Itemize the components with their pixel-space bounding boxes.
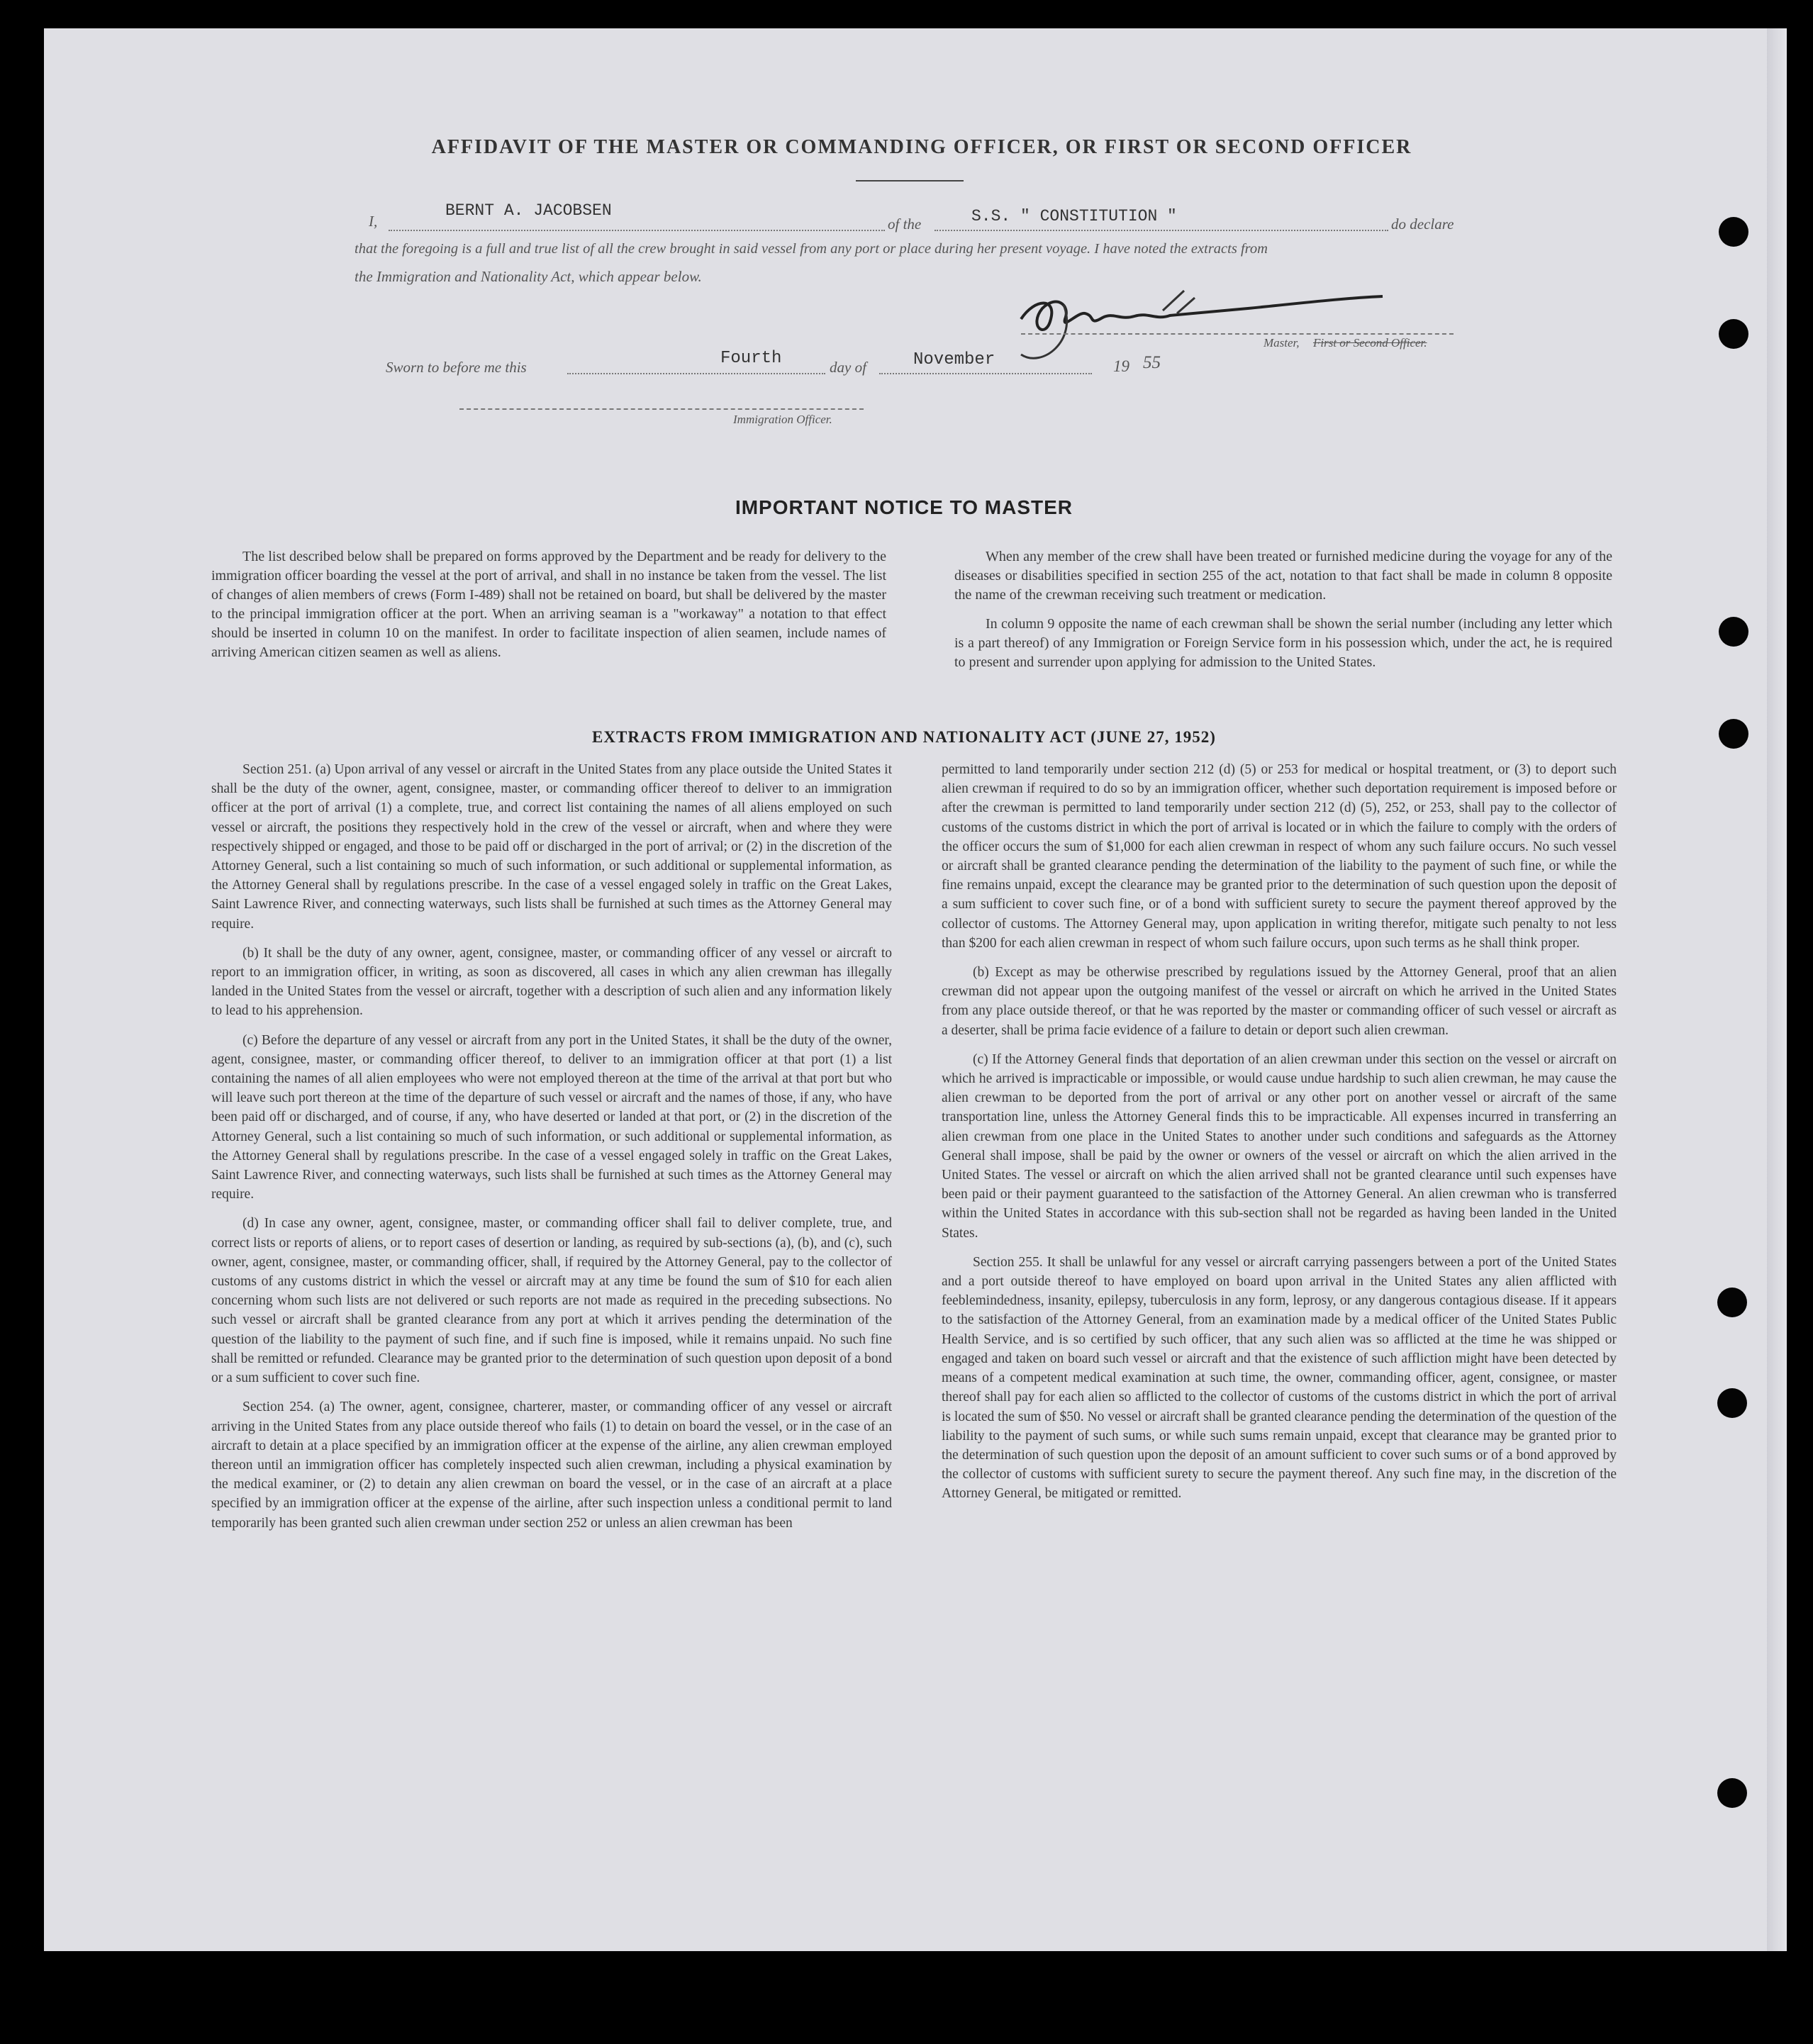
extracts-left-column [211, 760, 892, 1543]
statute-paragraph: (b) It shall be the duty of any owner, agent, consignee, master, or commanding officer of any vessel or aircraft to report to an immigration officer, in writing, as soon as discovered, all cases in which any alien crewman has illegally landed in the United States from the vessel or aircraft, together with a description of such alien and any information likely to lead to his apprehension. [211, 945, 892, 1019]
notice-title: IMPORTANT NOTICE TO MASTER [735, 496, 1073, 518]
do-declare-label: do declare [1391, 216, 1454, 233]
binder-hole [1719, 719, 1748, 749]
name-line [389, 230, 885, 231]
statute-paragraph: permitted to land temporarily under section 212 (d) (5) or 253 for medical or hospital treatment, or (3) to deport such alien crewman if required to do so by an immigration officer, whether such deportation requirement is imposed before or after the crewman is permitted to land temporarily under section 212 (d) (5), 252, or 253, shall pay to the collector of customs of the customs district in which the port of arrival is located or in which the failure to comply with the orders of the officer occurs the sum of $1,000 for each alien crewman in respect of whom any such failure occurs. No such vessel or aircraft shall be granted clearance pending the determination of the liability to the payment of such fine, or while the fine remains unpaid, except the clearance may be granted prior to the determination of such question upon the deposit of a sum sufficient to cover such fine, or of a bond with sufficient surety to secure the payment thereof approved by the collector of customs. The Attorney General may, upon application in writing therefor, mitigate such penalty to not less than $200 for each alien crewman in respect of whom such failure occurs, upon such terms as he shall think proper. [942, 762, 1617, 951]
extracts-title: EXTRACTS FROM IMMIGRATION AND NATIONALITY ACT (JUNE 27, 1952) [592, 728, 1216, 746]
statute-paragraph: Section 254. (a) The owner, agent, consignee, charterer, master, or commanding officer of any vessel or aircraft arriving in the United States from any place outside thereof who fails (1) to detain on board the vessel, or in the case of an aircraft to detain at a place specified by an immigration officer at the expense of the airline, any alien crewman employed thereon until an immigration officer has completely inspected such alien crewman, including a physical examination by the medical examiner, or (2) to detain any alien crewman on board the vessel, or in the case of an aircraft at a place specified by an immigration officer at the expense of the airline, after such inspection unless a conditional permit to land temporarily has been granted such alien crewman under section 252 or unless an alien crewman has been [211, 1400, 892, 1531]
master-name: BERNT A. JACOBSEN [445, 201, 612, 220]
signature-line [1021, 333, 1454, 335]
notice-paragraph: When any member of the crew shall have been treated or furnished medicine during the voyage for any of the diseases or disabilities specified in section 255 of the act, notation to that fact shall be made in column 8 opposite the name of the crewman receiving such treatment or medication. [954, 549, 1612, 603]
binder-hole [1719, 319, 1748, 349]
sworn-month-line [879, 373, 1092, 374]
statute-paragraph: Section 255. It shall be unlawful for any vessel or aircraft carrying passengers between a port of the United States and a port outside thereof to have employed on board upon arrival in the United States any alien afflicted with feeblemindedness, insanity, epilepsy, tuberculosis in any form, leprosy, or any dangerous contagious disease. If it appears to the satisfaction of the Attorney General, from an examination made by a medical officer of the United States Public Health Service, and is so certified by such officer, that any such alien was so afflicted at the time he was shipped or engaged and taken on board such vessel or aircraft and that the existence of such affliction might have been detected by means of a competent medical examination at such time, the owner, commanding officer, agent, consignee, or master thereof shall pay for each alien so afflicted to the collector of customs of the customs district in which the port of arrival is located the sum of $50. No vessel or aircraft shall be granted clearance pending the determination of the question of the liability to the payment of such sums, or while such sums remain unpaid, except that clearance may be granted prior to the determination of such question upon the deposit of an amount sufficient to cover such sums or of a bond approved by the collector of customs with sufficient surety to secure the payment thereof. Any such fine may, in the discretion of the Attorney General, be mitigated or remitted. [942, 1254, 1617, 1502]
notice-paragraph: In column 9 opposite the name of each crewman shall be shown the serial number (including any letter which is a part thereof) of any Immigration or Foreign Service form in his possession which, under the act, he is required to present and surrender upon applying for admission to the United States. [954, 616, 1612, 670]
affidavit-title: AFFIDAVIT OF THE MASTER OR COMMANDING OFFICER, OR FIRST OR SECOND OFFICER [431, 136, 1412, 158]
statute-paragraph: (d) In case any owner, agent, consignee, master, or commanding officer shall fail to deliver complete, true, and correct lists or reports of aliens, or to report cases of desertion or landing, as required by sub-sections (a), (b), and (c), such owner, agent, consignee, master, or commanding officer, shall, if required by the Attorney General, pay to the collector of customs of any customs district in which the vessel or aircraft may at any time be found the sum of $10 for each alien concerning whom such lists are not delivered or such reports are not made as required in the preceding subsections. No such vessel or aircraft shall be granted clearance from any port at which it arrives pending the determination of the question of the liability to the payment of such fine, and if such fine is imposed, while it remains unpaid. No such fine shall be remitted or refunded. Clearance may be granted prior to the determination of such question upon deposit of a bond or a sum sufficient to cover such fine. [211, 1216, 892, 1386]
year-suffix: 55 [1143, 353, 1161, 372]
binder-hole [1719, 617, 1748, 647]
title-divider [856, 180, 964, 181]
notice-right-column [954, 547, 1612, 682]
binder-hole [1717, 1288, 1747, 1317]
sworn-month: November [913, 350, 995, 369]
immigration-officer-label: Immigration Officer. [733, 413, 832, 426]
officer-signature-line [459, 408, 864, 410]
binder-hole [1717, 1388, 1747, 1418]
binder-hole [1717, 1778, 1747, 1808]
extracts-right-column [942, 760, 1617, 1514]
master-signature [1014, 277, 1411, 383]
vessel-line [935, 230, 1388, 231]
page-edge [1767, 28, 1787, 1951]
declaration-text: that the foregoing is a full and true list of all the crew brought in said vessel from any port or place during her present voyage. I have noted the extracts from [355, 241, 1268, 257]
i-label: I, [369, 213, 378, 230]
struck-officer-title: First or Second Officer. [1313, 336, 1427, 350]
sworn-day: Fourth [720, 349, 782, 368]
notice-paragraph: The list described below shall be prepared on forms approved by the Department and be ready for delivery to the immigration officer boarding the vessel at the port of arrival, and shall in no instance be taken from the vessel. The list of changes of alien members of crews (Form I-489) shall not be retained on board, but shall be delivered by the master to the principal immigration officer at the port. When an arriving seaman is a "workaway" a notation to that effect should be inserted in column 10 on the manifest. In order to facilitate inspection of alien seamen, include names of arriving American citizen seamen as well as aliens. [211, 549, 886, 660]
day-of-label: day of [830, 359, 866, 376]
binder-hole [1719, 217, 1748, 247]
statute-paragraph: (c) If the Attorney General finds that deportation of an alien crewman under this section on the vessel or aircraft on which he arrived is impracticable or impossible, or would cause undue hardship to such alien crewman, he may cause the alien crewman to be deported from the port of arrival or any other port on another vessel or aircraft of the same transportation line, unless the Attorney General finds this to be impracticable. All expenses incurred in transferring an alien crewman from one place in the United States to another under such conditions and safeguards as the Attorney General shall impose, shall be paid by the owner or owners of the vessel or aircraft on which the alien arrived in the United States. The vessel or aircraft on which the alien arrived shall not be granted clearance until such expenses have been paid or their payment guaranteed to the satisfaction of the Attorney General. An alien crewman who is transferred within the United States in accordance with this sub-section shall not be regarded as having been landed in the United States. [942, 1051, 1617, 1241]
notice-left-column [211, 547, 886, 672]
sworn-label: Sworn to before me this [386, 359, 527, 376]
sworn-day-line [567, 373, 825, 374]
of-the-label: of the [888, 216, 922, 233]
statute-paragraph: Section 251. (a) Upon arrival of any vessel or aircraft in the United States from any place outside the United States it shall be the duty of the owner, agent, consignee, master, or commanding officer thereof to deliver to an immigration officer at the port of arrival (1) a complete, true, and correct list containing the names of all aliens employed on such vessel or aircraft, the positions they respectively hold in the crew of the vessel or aircraft, when and where they were respectively shipped or engaged, and those to be paid off or discharged in the port of arrival; or (2) in the discretion of the Attorney General, such a list containing so much of such information, or such additional or supplemental information, as the Attorney General shall by regulations prescribe. In the case of a vessel engaged solely in traffic on the Great Lakes, Saint Lawrence River, and connecting waterways, such lists shall be furnished at such times as the Attorney General may require. [211, 762, 892, 932]
year-prefix: 19 [1113, 357, 1129, 375]
master-title-label: Master, [1263, 336, 1300, 350]
statute-paragraph: (b) Except as may be otherwise prescribed by regulations issued by the Attorney General, proof that an alien crewman did not appear upon the outgoing manifest of the vessel or aircraft on which he arrived in the United States from any place outside thereof, or that he was reported by the master or commanding officer of such vessel or aircraft as a deserter, shall be prima facie evidence of a failure to detain or deport such alien crewman. [942, 965, 1617, 1038]
vessel-name: S.S. " CONSTITUTION " [971, 207, 1177, 225]
statute-paragraph: (c) Before the departure of any vessel or aircraft from any port in the United States, it shall be the duty of the owner, agent, consignee, master, or commanding officer thereof, to deliver to an immigration officer at that port (1) a list containing the names of all alien employees who were not employed thereon at the time of the arrival at that port but who will leave such port thereon at the time of the departure of such vessel or aircraft and the names of those, if any, who have been paid off or discharged, and of course, if any, who have deserted or landed at that port, or (2) in the discretion of the Attorney General, such a list containing so much of such information, or such additional or supplemental information, as the Attorney General shall by regulations prescribe. In the case of a vessel engaged solely in traffic on the Great Lakes, Saint Lawrence River, and connecting waterways, such lists shall be furnished at such times as the Attorney General may require. [211, 1032, 892, 1202]
declaration-text-2: the Immigration and Nationality Act, which appear below. [355, 268, 702, 285]
